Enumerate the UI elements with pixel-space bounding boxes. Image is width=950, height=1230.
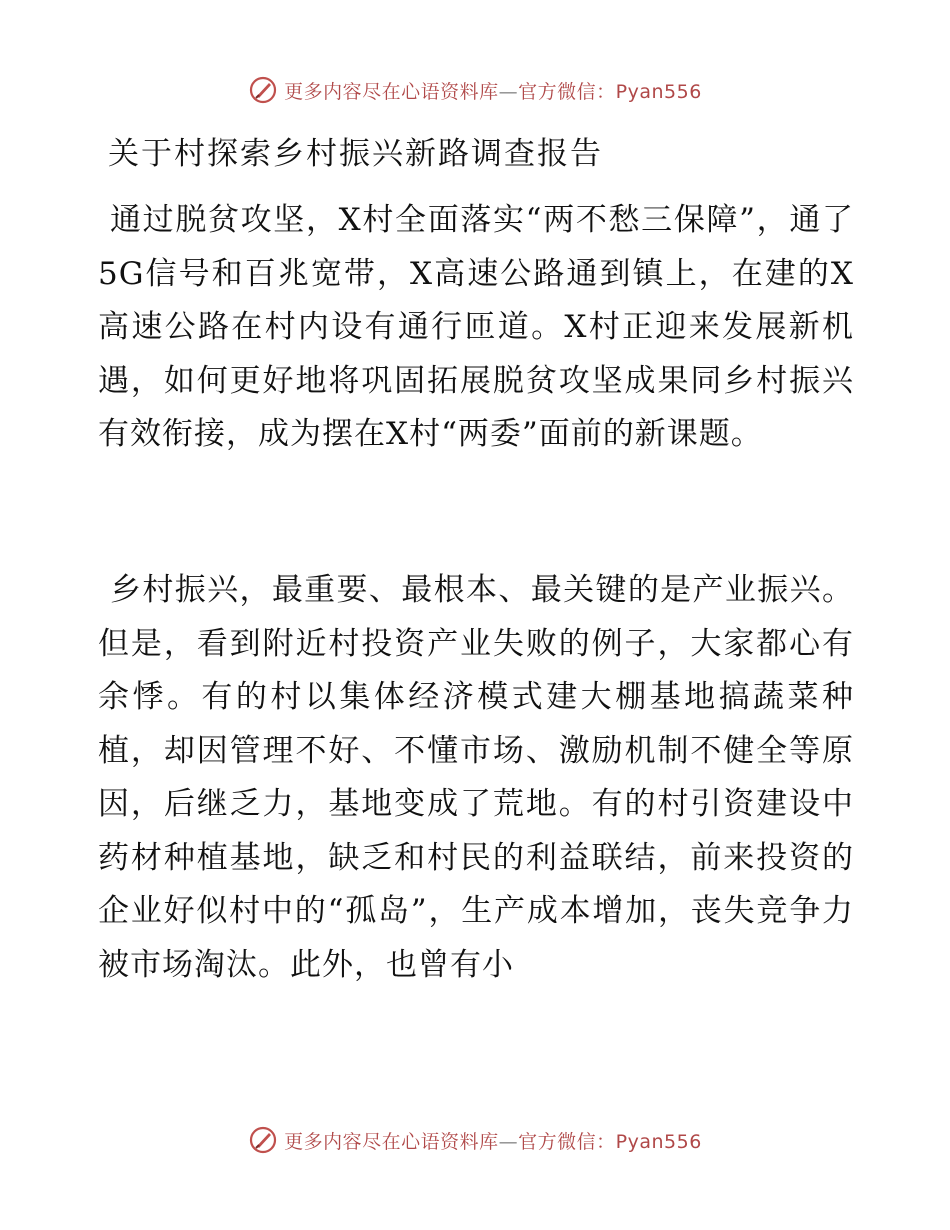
header-watermark-banner (0, 70, 950, 110)
footer-watermark-banner (0, 1120, 950, 1160)
paragraph-2: 乡村振兴，最重要、最根本、最关键的是产业振兴。但是，看到附近村投资产业失败的例子，大家都心有余悸。有的村以集体经济模式建大棚基地搞蔬菜种植，却因管理不好、不懂市场、激励机制不健全等原因，后继乏力，基地变成了荒地。有的村引资建设中药材种植基地，缺乏和村民的利益联结，前来投资的企业好似村中的“孤岛”，生产成本增加，丧失竞争力被市场淘汰。此外，也曾有小 (98, 572, 854, 983)
footer-watermark-text: 更多内容尽在心语资料库—官方微信：Pyan556 (284, 1130, 702, 1153)
document-title: 关于村探索乡村振兴新路调查报告 (108, 136, 603, 172)
header-watermark-text: 更多内容尽在心语资料库—官方微信：Pyan556 (284, 80, 702, 103)
quill-logo-icon (248, 1125, 278, 1155)
paragraph-1: 通过脱贫攻坚，X村全面落实“两不愁三保障”，通了5G信号和百兆宽带，X高速公路通到镇上，在建的X高速公路在村内设有通行匝道。X村正迎来发展新机遇，如何更好地将巩固拓展脱贫攻坚成果同乡村振兴有效衔接，成为摆在X村“两委”面前的新课题。 (98, 202, 854, 452)
quill-logo-icon (248, 75, 278, 105)
